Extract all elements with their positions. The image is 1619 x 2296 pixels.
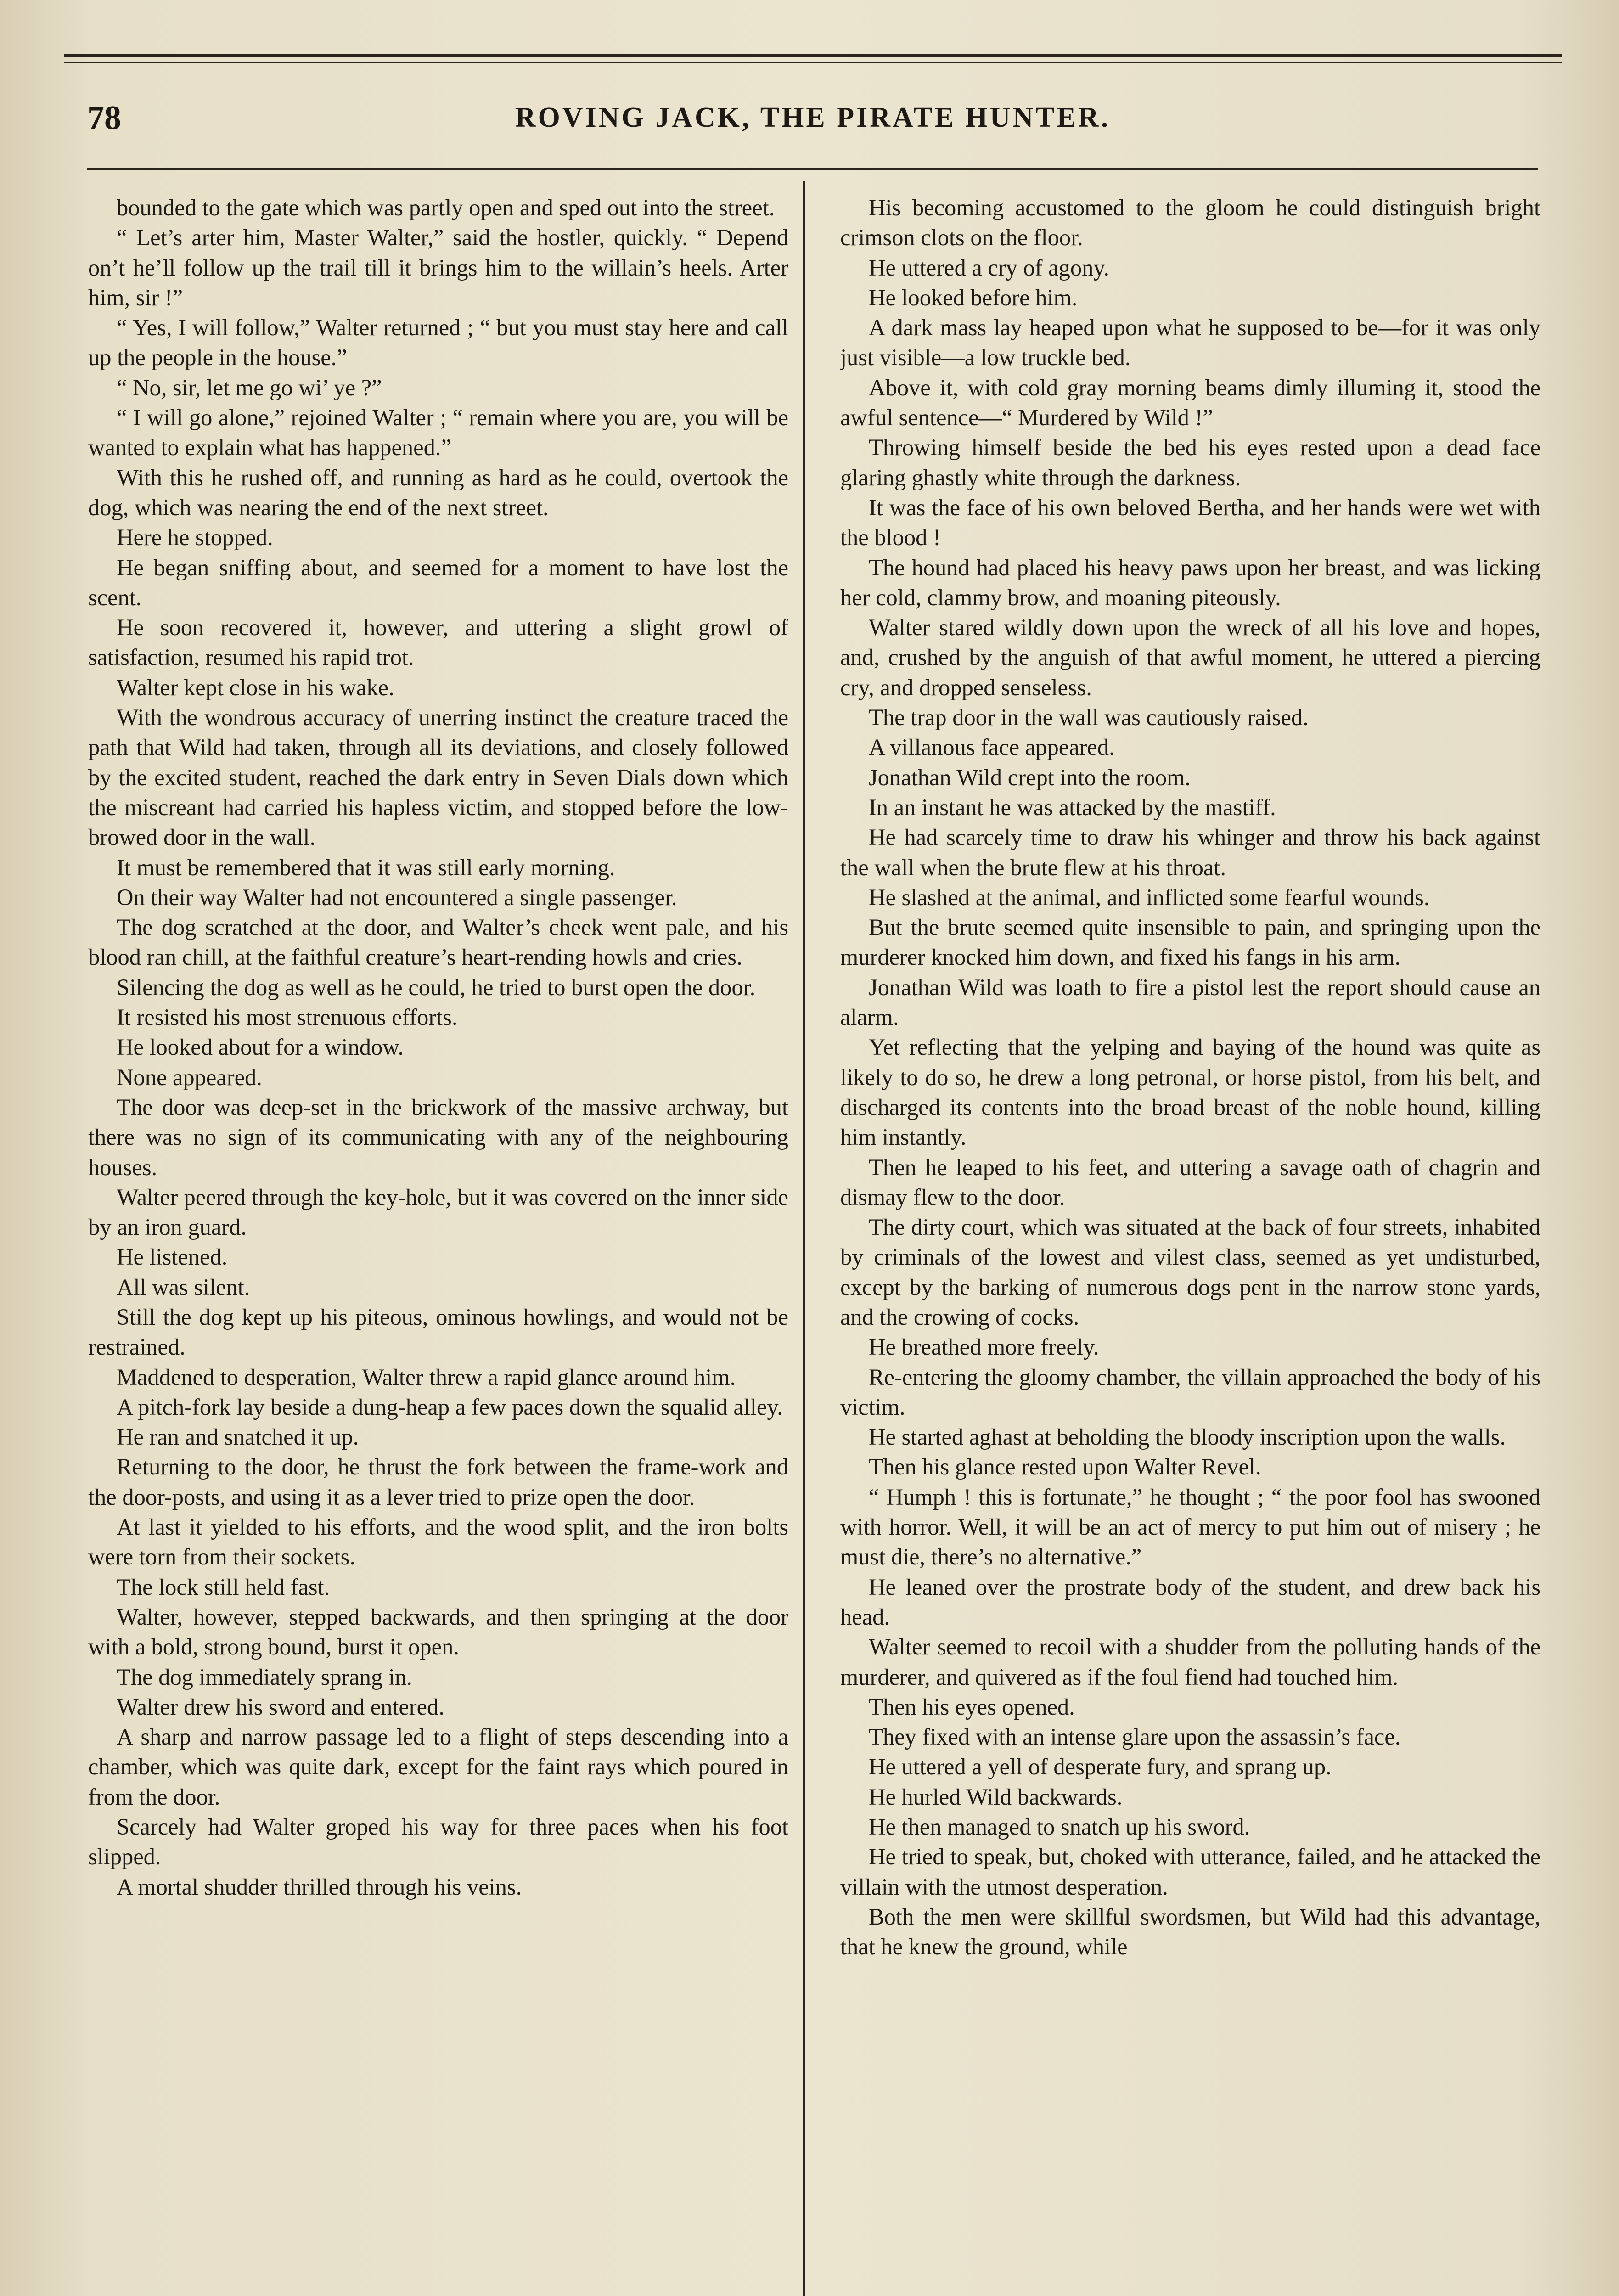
paragraph: Walter stared wildly down upon the wreck of all his love and hopes, and, crushed by the anguish of that awful moment, he uttered a piercing cry, and dropped senseless. [840, 614, 1540, 700]
paragraph: The dirty court, which was situated at the back of four streets, inhabited by criminals of the lowest and vilest class, seemed as yet undisturbed, except by the barking of numerous dogs pent in the narrow stone yards, and the crowing of cocks. [840, 1214, 1540, 1330]
column-divider [803, 181, 805, 2296]
paragraph: “ No, sir, let me go wi’ ye ?” [117, 374, 382, 400]
paragraph: At last it yielded to his efforts, and the wood split, and the iron bolts were torn from their sockets. [88, 1514, 788, 1570]
page-header [87, 99, 1538, 149]
paragraph: Both the men were skillful swordsmen, but Wild had this advantage, that he knew the ground, while [840, 1903, 1540, 1960]
paragraph: He soon recovered it, however, and uttering a slight growl of satisfaction, resumed his rapid trot. [88, 614, 788, 670]
paragraph: He slashed at the animal, and inflicted some fearful wounds. [869, 884, 1430, 910]
paragraph: A dark mass lay heaped upon what he supposed to be—for it was only just visible—a low truckle bed. [840, 315, 1540, 371]
paragraph: Returning to the door, he thrust the fork between the frame-work and the door-posts, and using it as a lever tried to prize open the door. [88, 1454, 788, 1510]
paragraph: He looked before him. [869, 284, 1078, 310]
paragraph: He breathed more freely. [869, 1334, 1099, 1360]
top-border-thin-rule [64, 62, 1562, 63]
paragraph: With this he rushed off, and running as hard as he could, overtook the dog, which was nearing the end of the next street. [88, 464, 788, 520]
paragraph: “ Humph ! this is fortunate,” he thought ; “ the poor fool has swooned with horror. Well, it will be an act of mercy to put him out of misery ; he must die, there’s no alternative.” [840, 1484, 1540, 1570]
paragraph: The trap door in the wall was cautiously raised. [869, 704, 1309, 731]
paragraph: Maddened to desperation, Walter threw a rapid glance around him. [117, 1364, 736, 1390]
paragraph: Then his eyes opened. [869, 1694, 1075, 1720]
header-rule [87, 168, 1538, 170]
paragraph: He listened. [117, 1244, 228, 1270]
paragraph: In an instant he was attacked by the mastiff. [869, 794, 1276, 820]
left-text-column [88, 193, 788, 2296]
paragraph: He tried to speak, but, choked with utterance, failed, and he attacked the villain with the utmost desperation. [840, 1844, 1540, 1900]
paragraph: Throwing himself beside the bed his eyes rested upon a dead face glaring ghastly white through the darkness. [840, 434, 1540, 490]
paragraph: It resisted his most strenuous efforts. [117, 1004, 458, 1030]
paragraph: Walter, however, stepped backwards, and then springing at the door with a bold, strong bound, burst it open. [88, 1604, 788, 1660]
paragraph: He ran and snatched it up. [117, 1424, 359, 1450]
paragraph: Then he leaped to his feet, and uttering a savage oath of chagrin and dismay flew to the door. [840, 1154, 1540, 1210]
paragraph: All was silent. [117, 1274, 250, 1300]
paragraph: He leaned over the prostrate body of the student, and drew back his head. [840, 1574, 1540, 1630]
paragraph: He looked about for a window. [117, 1034, 404, 1060]
paragraph: Jonathan Wild was loath to fire a pistol lest the report should cause an alarm. [840, 974, 1540, 1030]
paragraph: He uttered a yell of desperate fury, and sprang up. [869, 1754, 1332, 1780]
paragraph: With the wondrous accuracy of unerring instinct the creature traced the path that Wild had taken, through all its deviations, and closely followed by the excited student, reached the dark entry in Seven Dials down which the miscreant had carried his hapless victim, and stopped before the low-browed door in the wall. [88, 704, 788, 850]
paragraph: Walter seemed to recoil with a shudder from the polluting hands of the murderer, and quivered as if the foul fiend had touched him. [840, 1634, 1540, 1690]
paragraph: He had scarcely time to draw his whinger and throw his back against the wall when the brute flew at his throat. [840, 824, 1540, 880]
paragraph: He began sniffing about, and seemed for a moment to have lost the scent. [88, 554, 788, 610]
page-number: 78 [87, 99, 121, 137]
right-text-column [840, 193, 1540, 2296]
paragraph: He hurled Wild backwards. [869, 1784, 1123, 1810]
paragraph: Walter drew his sword and entered. [117, 1694, 444, 1720]
paragraph: Scarcely had Walter groped his way for three paces when his foot slipped. [88, 1814, 788, 1870]
paragraph: “ I will go alone,” rejoined Walter ; “ remain where you are, you will be wanted to explain what has happened.” [88, 405, 788, 461]
paragraph: Silencing the dog as well as he could, he tried to burst open the door. [117, 974, 756, 1000]
paragraph: He then managed to snatch up his sword. [869, 1814, 1250, 1840]
paragraph: A sharp and narrow passage led to a flight of steps descending into a chamber, which was quite dark, except for the faint rays which poured in from the door. [88, 1724, 788, 1810]
paragraph: They fixed with an intense glare upon the assassin’s face. [869, 1724, 1401, 1750]
paragraph: Still the dog kept up his piteous, ominous howlings, and would not be restrained. [88, 1304, 788, 1360]
paragraph: It was the face of his own beloved Bertha, and her hands were wet with the blood ! [840, 494, 1540, 551]
paragraph: His becoming accustomed to the gloom he could distinguish bright crimson clots on the floor. [840, 195, 1540, 251]
paragraph: Jonathan Wild crept into the room. [869, 764, 1191, 790]
paragraph: Then his glance rested upon Walter Revel. [869, 1454, 1261, 1480]
paragraph: bounded to the gate which was partly open and sped out into the street. [117, 195, 775, 220]
paragraph: Above it, with cold gray morning beams dimly illuming it, stood the awful sentence—“ Murdered by Wild !” [840, 374, 1540, 431]
paragraph: The dog scratched at the door, and Walter’s cheek went pale, and his blood ran chill, at the faithful creature’s heart-rending howls and cries. [88, 914, 788, 970]
paragraph: Walter kept close in his wake. [117, 674, 394, 700]
top-border-rule [64, 54, 1562, 57]
paragraph: A mortal shudder thrilled through his veins. [117, 1874, 522, 1900]
paragraph: The lock still held fast. [117, 1574, 330, 1600]
paragraph: He uttered a cry of agony. [869, 254, 1109, 281]
paragraph: Here he stopped. [117, 524, 273, 551]
paragraph: The dog immediately sprang in. [117, 1664, 412, 1690]
paragraph: On their way Walter had not encountered a single passenger. [117, 884, 677, 910]
running-title: ROVING JACK, THE PIRATE HUNTER. [515, 102, 1111, 133]
paragraph: “ Yes, I will follow,” Walter returned ; “ but you must stay here and call up the people in the house.” [88, 315, 788, 371]
paragraph: He started aghast at beholding the bloody inscription upon the walls. [869, 1424, 1506, 1450]
paragraph: Yet reflecting that the yelping and baying of the hound was quite as likely to do so, he drew a long petronal, or horse pistol, from his belt, and discharged its contents into the broad breast of the noble hound, killing him instantly. [840, 1034, 1540, 1150]
paragraph: “ Let’s arter him, Master Walter,” said the hostler, quickly. “ Depend on’t he’ll follow up the trail till it brings him to the willain’s heels. Arter him, sir !” [88, 225, 788, 310]
paragraph: None appeared. [117, 1064, 262, 1090]
paragraph: The door was deep-set in the brickwork of the massive archway, but there was no sign of its communicating with any of the neighbouring houses. [88, 1094, 788, 1180]
paragraph: Re-entering the gloomy chamber, the villain approached the body of his victim. [840, 1364, 1540, 1420]
paragraph: The hound had placed his heavy paws upon her breast, and was licking her cold, clammy brow, and moaning piteously. [840, 554, 1540, 610]
paragraph: But the brute seemed quite insensible to pain, and springing upon the murderer knocked him down, and fixed his fangs in his arm. [840, 914, 1540, 970]
paragraph: A villanous face appeared. [869, 734, 1115, 760]
paragraph: Walter peered through the key-hole, but it was covered on the inner side by an iron guard. [88, 1184, 788, 1240]
paragraph: It must be remembered that it was still early morning. [117, 854, 615, 880]
paragraph: A pitch-fork lay beside a dung-heap a few paces down the squalid alley. [117, 1394, 783, 1420]
